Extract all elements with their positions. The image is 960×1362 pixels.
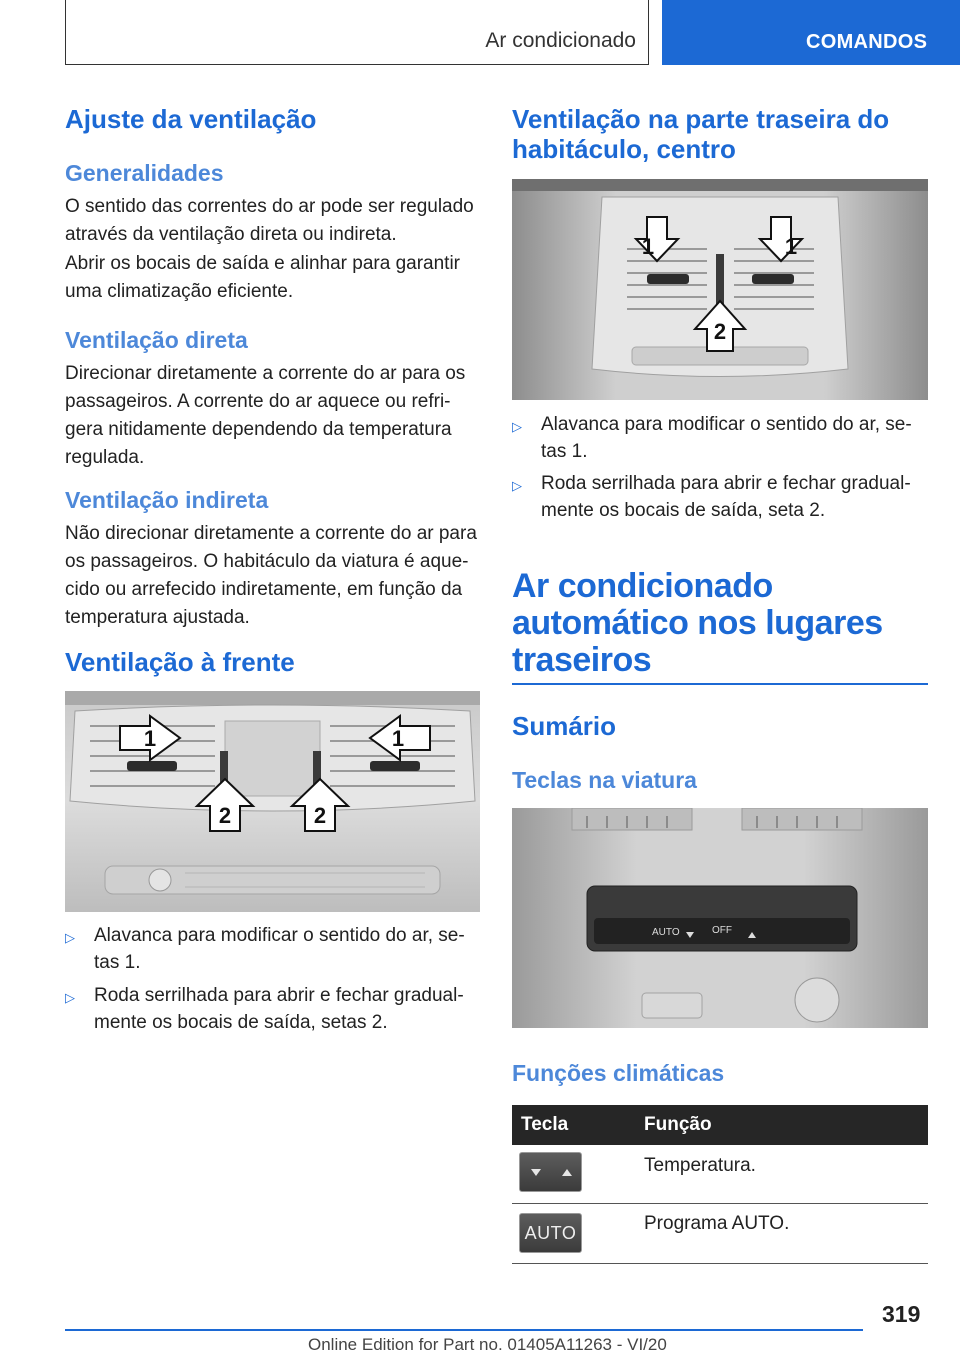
header-chapter: Ar condicionado [485, 29, 636, 52]
front-arrow-1-right-label: 1 [391, 726, 405, 751]
footer-rule [65, 1329, 863, 1331]
rear-arrow-2-label: 2 [713, 319, 727, 344]
bullet-triangle-icon: ▷ [65, 930, 75, 945]
front-arrow-2-right-label: 2 [313, 803, 327, 828]
bullet-triangle-icon: ▷ [65, 990, 75, 1005]
list-item-front-2: ▷ Roda serrilhada para abrir e fechar gradual- mente os bocais de saída, setas 2. [65, 985, 464, 1033]
bullet-triangle-icon: ▷ [512, 478, 522, 493]
rear-arrow-1-left-label: 1 [641, 234, 655, 259]
front-arrow-1-left-label: 1 [143, 726, 157, 751]
front-arrow-2-left-label: 2 [218, 803, 232, 828]
paragraph-ventilacao-direta: Direcionar diretamente a corrente do ar para os passageiros. A corrente do ar aquece ou refri- gera nitidamente dependendo da temperatura regulada. [65, 363, 466, 468]
rear-climate-panel-photo [512, 808, 928, 1028]
page-number: 319 [882, 1301, 921, 1327]
auto-key-icon [519, 1213, 582, 1253]
list-item-front-1: ▷ Alavanca para modificar o sentido do ar, se- tas 1. [65, 925, 465, 973]
footer-edition: Online Edition for Part no. 01405A11263 - VI/20 [308, 1335, 667, 1354]
bullet-triangle-icon: ▷ [512, 419, 522, 434]
header-section-tab [662, 0, 960, 65]
auto-key-label: AUTO [524, 1222, 577, 1243]
rear-vents-photo [512, 179, 928, 400]
table-row-temperatura-text: Temperatura. [644, 1155, 756, 1176]
heading-teclas-viatura: Teclas na viatura [512, 767, 697, 793]
heading-sumario: Sumário [512, 711, 617, 741]
table-row-divider [512, 1203, 928, 1204]
front-vents-photo [65, 691, 480, 912]
table-header-tecla: Tecla [521, 1114, 569, 1135]
heading-ventilacao-indireta: Ventilação indireta [65, 487, 269, 513]
table-bottom-rule [512, 1263, 928, 1264]
heading-ventilacao-frente: Ventilação à frente [65, 647, 295, 677]
heading-ventilacao-direta: Ventilação direta [65, 327, 248, 353]
panel-auto-label: AUTO [652, 927, 680, 938]
panel-off-label: OFF [712, 925, 732, 936]
heading-funcoes-climaticas: Funções climáticas [512, 1060, 725, 1086]
heading-ventilacao-traseira: Ventilação na parte traseira do habitáculo, centro [512, 104, 890, 164]
table-row-auto-text: Programa AUTO. [644, 1213, 790, 1234]
table-header [512, 1105, 928, 1145]
list-item-rear-2: ▷ Roda serrilhada para abrir e fechar gradual- mente os bocais de saída, seta 2. [512, 473, 911, 521]
paragraph-generalidades-1: O sentido das correntes do ar pode ser regulado através da ventilação direta ou indireta. [65, 196, 474, 245]
heading-ar-condicionado-automatico: Ar condicionado automático nos lugares traseiros [512, 567, 883, 679]
rear-arrow-1-right-label: 1 [784, 234, 798, 259]
list-item-rear-1: ▷ Alavanca para modificar o sentido do ar, se- tas 1. [512, 414, 912, 462]
section-rule [512, 683, 928, 685]
header-section-label: COMANDOS [806, 31, 928, 53]
header-chapter-box [65, 0, 649, 65]
paragraph-generalidades-2: Abrir os bocais de saída e alinhar para garantir uma climatização eficiente. [65, 253, 461, 302]
heading-generalidades: Generalidades [65, 160, 224, 186]
heading-ajuste-ventilacao: Ajuste da ventilação [65, 104, 317, 134]
table-header-funcao: Função [644, 1114, 712, 1135]
paragraph-ventilacao-indireta: Não direcionar diretamente a corrente do ar para os passageiros. O habitáculo da viatura é aque- cido ou arrefecido indiretamente, em função da temperatura ajustada. [65, 523, 477, 628]
temperature-arrows-icon [519, 1152, 582, 1192]
